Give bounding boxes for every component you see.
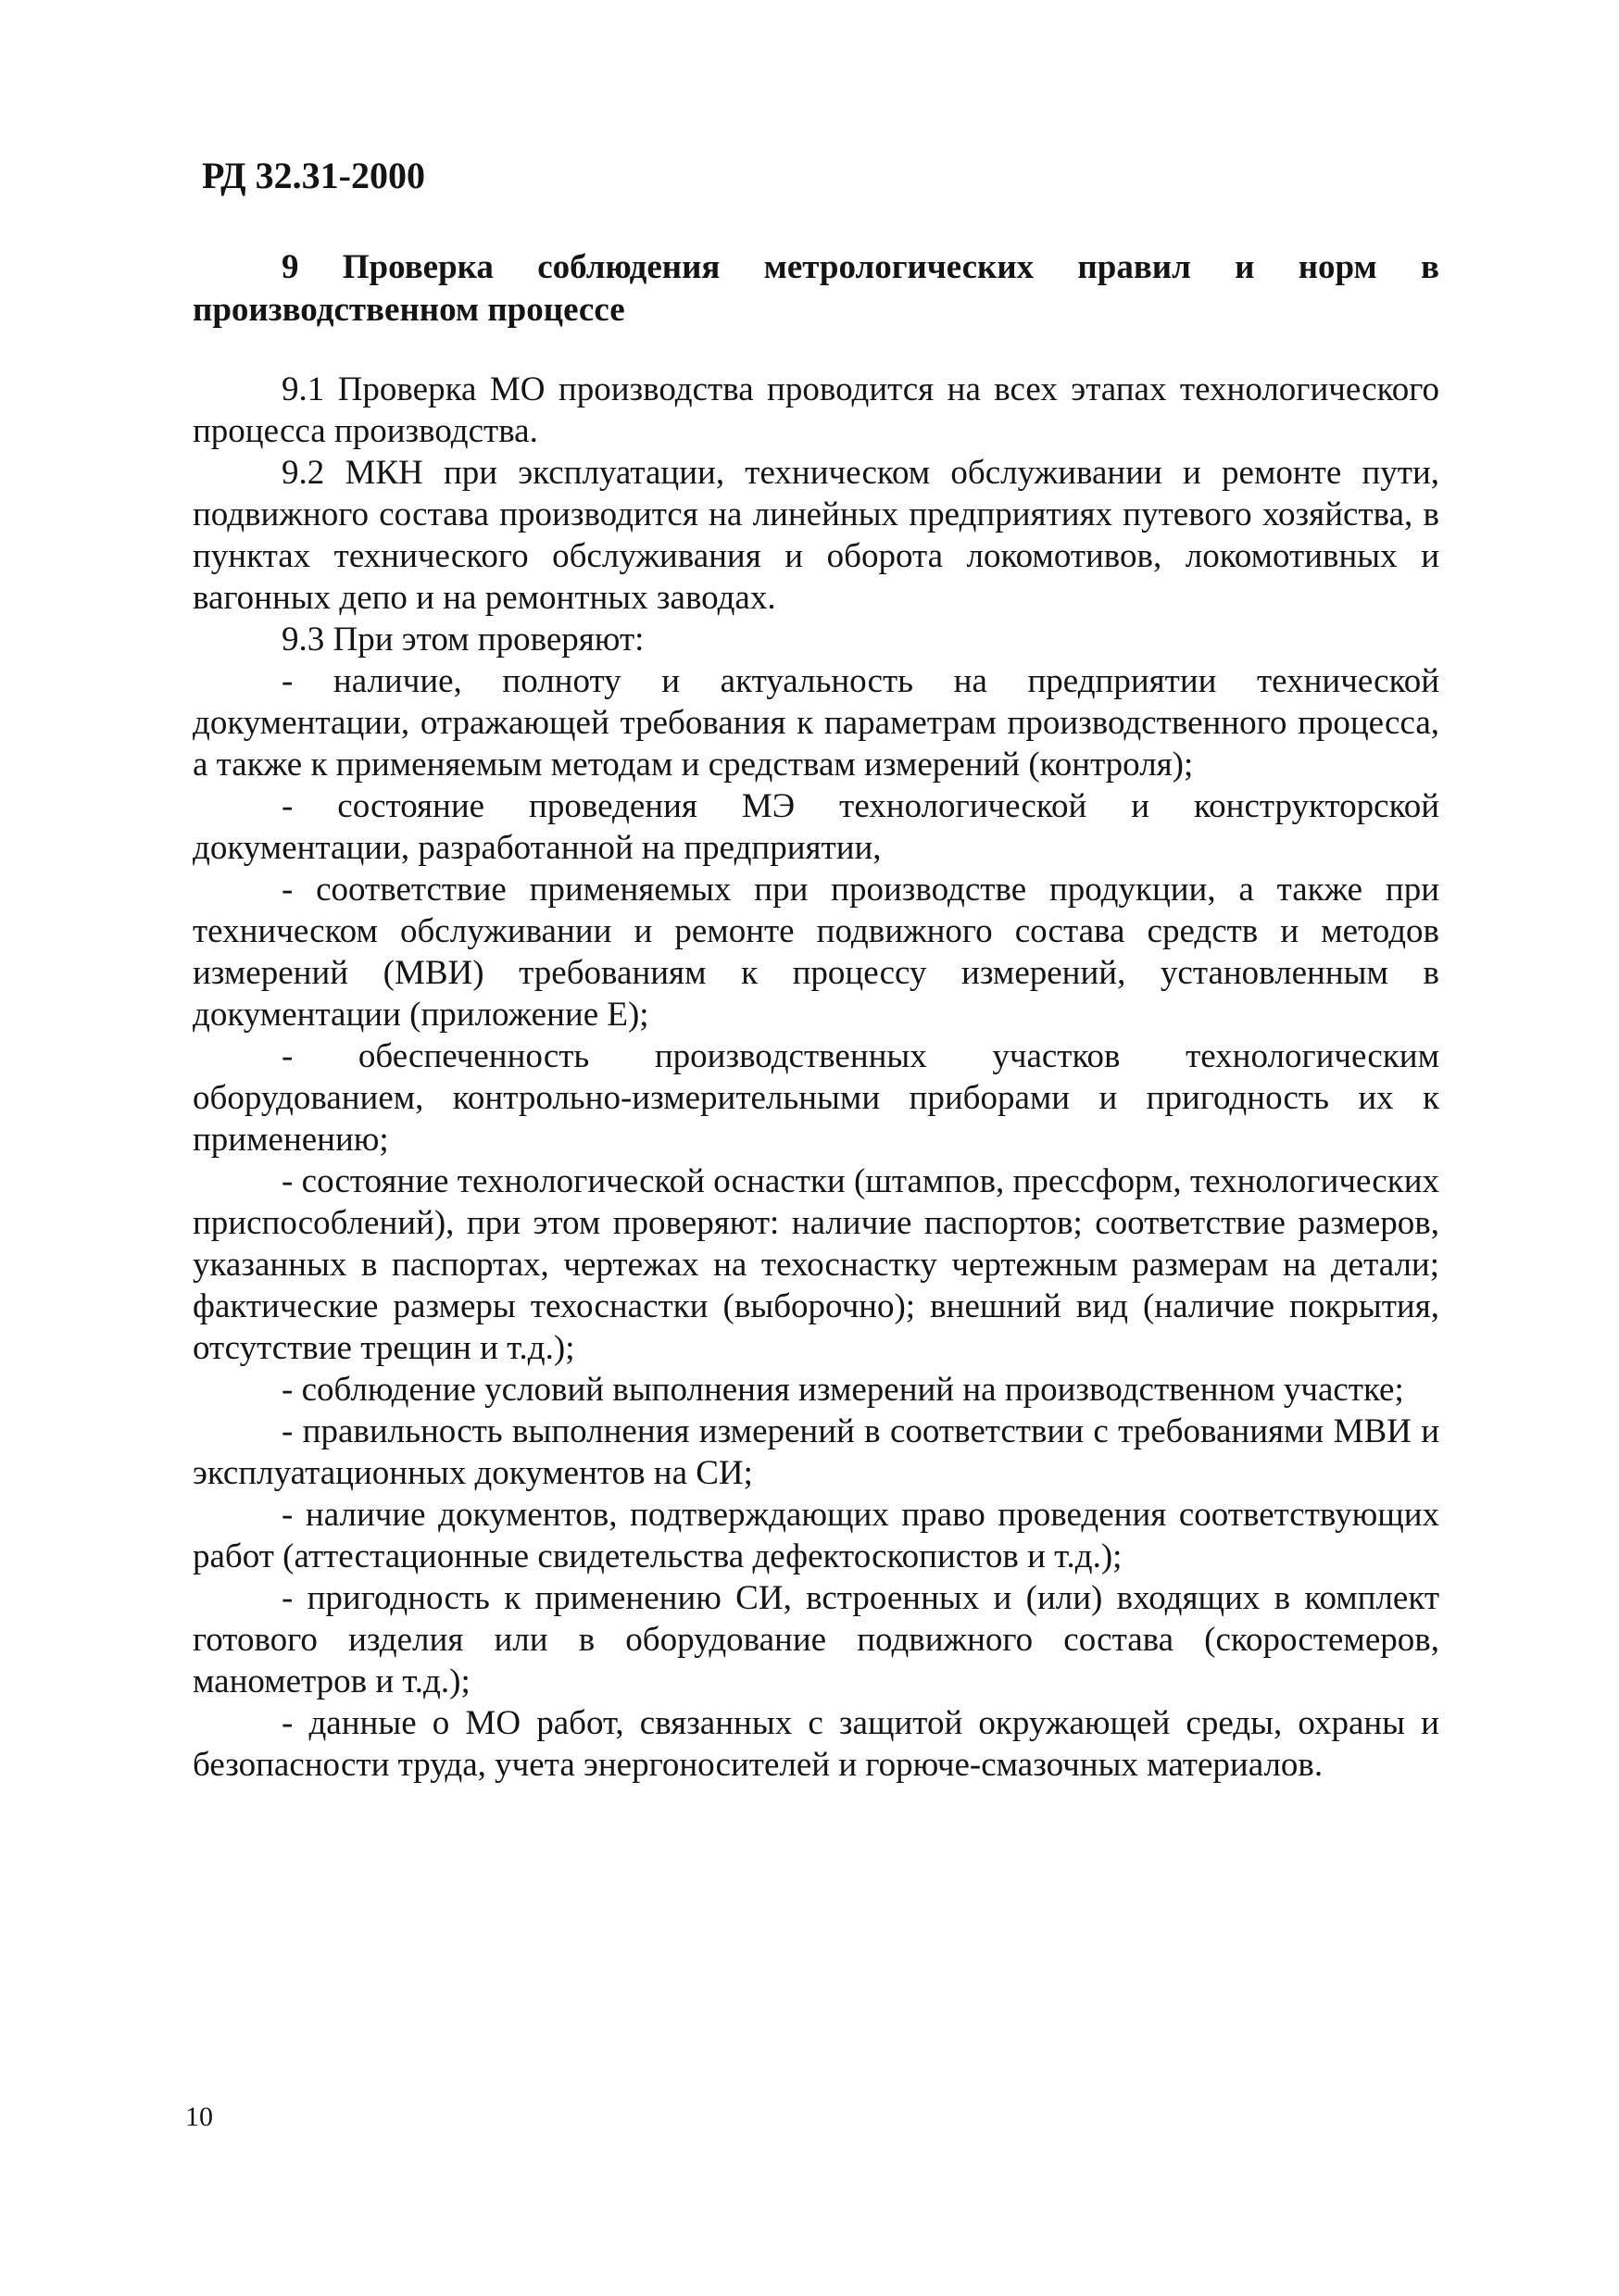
check-item-measurement-methods: - соответствие применяемых при производстве продукции, а также при техническом обслуживании и ремонте подвижного состава средств и методов измерений (МВИ) требованиям к процессу измерений, установленным в документации (приложение Е);: [193, 871, 1439, 1034]
check-item-equipment: - обеспеченность производственных участков технологическим оборудованием, контрольно-измерительными приборами и пригодность их к применению;: [193, 1037, 1439, 1159]
check-item-measurement-conditions: - соблюдение условий выполнения измерений на производственном участке;: [282, 1371, 1404, 1409]
check-item-certificates: - наличие документов, подтверждающих право проведения соответствующих работ (аттестационные свидетельства дефектоскопистов и т.д.);: [193, 1496, 1439, 1575]
check-item-measurement-correctness: - правильность выполнения измерений в соответствии с требованиями МВИ и эксплуатационных документов на СИ;: [193, 1412, 1439, 1492]
page-number: 10: [185, 2102, 213, 2132]
section-title: 9 Проверка соблюдения метрологических правил и норм в производственном процессе: [193, 248, 1439, 329]
section-heading: [193, 246, 1439, 332]
document-code: РД 32.31-2000: [202, 155, 425, 196]
check-item-documentation: - наличие, полноту и актуальность на предприятии технической документации, отражающей требования к параметрам производственного процесса, а также к применяемым методам и средствам измерений (контроля);: [193, 662, 1439, 784]
check-item-metrological-expertise: - состояние проведения МЭ технологической и конструкторской документации, разработанной на предприятии,: [193, 787, 1439, 867]
paragraph-9-3: 9.3 При этом проверяют:: [282, 621, 645, 659]
check-item-tooling: - состояние технологической оснастки (штампов, прессформ, технологических приспособлений), при этом проверяют: наличие паспортов; соответствие размеров, указанных в паспортах, чертежах на техоснастку чертежным размерам на детали; фактические размеры техоснастки (выборочно); внешний вид (наличие покрытия, отсутствие трещин и т.д.);: [193, 1162, 1439, 1367]
check-item-built-in-instruments: - пригодность к применению СИ, встроенных и (или) входящих в комплект готового изделия или в оборудование подвижного состава (скоростемеров, манометров и т.д.);: [193, 1579, 1439, 1700]
paragraph-9-2: 9.2 МКН при эксплуатации, техническом обслуживании и ремонте пути, подвижного состава производится на линейных предприятиях путевого хозяйства, в пунктах технического обслуживания и оборота локомотивов, локомотивных и вагонных депо и на ремонтных заводах.: [193, 454, 1439, 617]
section-body: [193, 369, 1439, 1786]
paragraph-9-1: 9.1 Проверка МО производства проводится на всех этапах технологического процесса производства.: [193, 370, 1439, 450]
check-item-environment-safety: - данные о МО работ, связанных с защитой окружающей среды, охраны и безопасности труда, учета энергоносителей и горюче-смазочных материалов.: [193, 1704, 1439, 1784]
